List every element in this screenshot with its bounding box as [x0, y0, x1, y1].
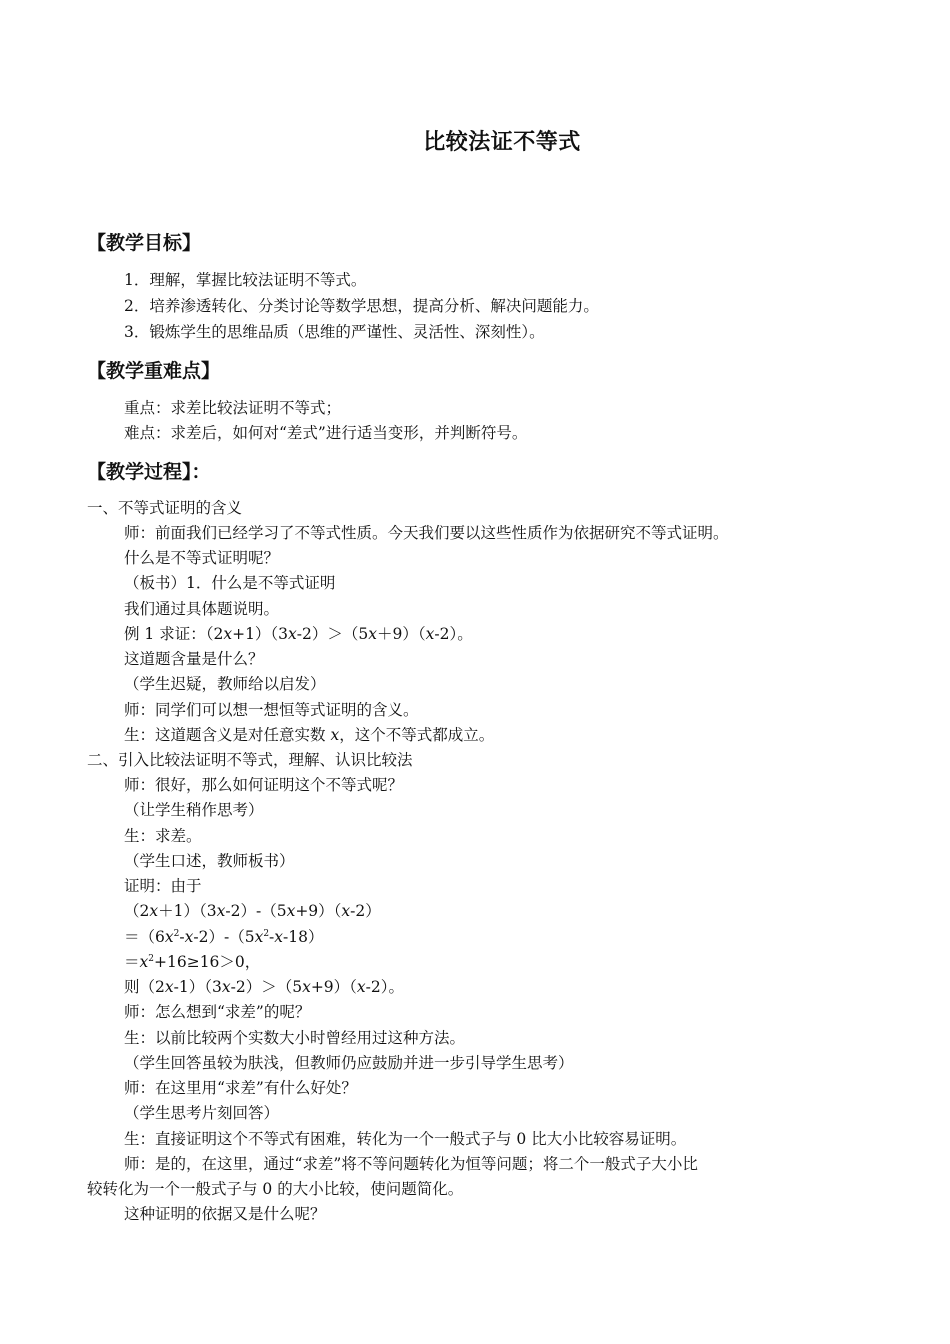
section-heading: 一、不等式证明的含义 [87, 499, 243, 517]
paragraph: 师：同学们可以想一想恒等式证明的含义。 [124, 701, 419, 719]
paragraph: （学生迟疑，教师给以启发） [124, 675, 326, 693]
math-line: $=x^2+16\ge 16>0$， [124, 953, 261, 971]
heading-keypoints: 【教学重难点】 [87, 360, 221, 382]
heading-process: 【教学过程】： [87, 461, 211, 483]
objective-item: 3．锻炼学生的思维品质（思维的严谨性、灵活性、深刻性）。 [124, 323, 545, 341]
heading-objectives: 【教学目标】 [87, 232, 202, 254]
keypoint-item: 重点：求差比较法证明不等式； [124, 399, 342, 417]
paragraph: （学生思考片刻回答） [124, 1104, 280, 1122]
math-line: （2x＋1）（3x-2）-（5x+9）（x-2） [124, 902, 381, 920]
objective-item: 2．培养渗透转化、分类讨论等数学思想，提高分析、解决问题能力。 [124, 297, 599, 315]
paragraph-continuation: 较转化为一个一般式子与 0 的大小比较，使问题简化。 [87, 1180, 464, 1198]
page-title: 比较法证不等式 [423, 130, 581, 155]
paragraph: 师：前面我们已经学习了不等式性质。今天我们要以这些性质作为依据研究不等式证明。 [124, 524, 729, 542]
paragraph: （学生口述，教师板书） [124, 852, 295, 870]
paragraph: 生：这道题含义是对任意实数 x，这个不等式都成立。 [124, 726, 495, 744]
example-1: 例 1 求证：（2x+1）（3x-2）＞（5x＋9）（x-2）。 [124, 625, 473, 643]
paragraph: （学生回答虽较为肤浅，但教师仍应鼓励并进一步引导学生思考） [124, 1054, 574, 1072]
section-heading: 二、引入比较法证明不等式，理解、认识比较法 [87, 751, 413, 769]
math-line: $=(6x^2-x-2)-(5x^2-x-18)$ [124, 928, 324, 946]
paragraph: 什么是不等式证明呢？ [124, 549, 280, 567]
paragraph: 师：怎么想到“求差”的呢？ [124, 1003, 311, 1021]
keypoint-item: 难点：求差后，如何对“差式”进行适当变形，并判断符号。 [124, 424, 528, 442]
paragraph: 师：在这里用“求差”有什么好处？ [124, 1079, 357, 1097]
math-line: 则（2x-1）（3x-2）＞（5x+9）（x-2）。 [124, 978, 405, 996]
paragraph: 师：是的，在这里，通过“求差”将不等问题转化为恒等问题；将二个一般式子大小比 [124, 1155, 698, 1173]
paragraph: 这道题含量是什么？ [124, 650, 264, 668]
objective-item: 1．理解，掌握比较法证明不等式。 [124, 271, 367, 289]
paragraph: 师：很好，那么如何证明这个不等式呢？ [124, 776, 404, 794]
paragraph: 生：以前比较两个实数大小时曾经用过这种方法。 [124, 1029, 466, 1047]
paragraph: （板书）1．什么是不等式证明 [124, 574, 336, 592]
paragraph: 生：求差。 [124, 827, 202, 845]
paragraph: （让学生稍作思考） [124, 801, 264, 819]
paragraph: 生：直接证明这个不等式有困难，转化为一个一般式子与 0 比大小比较容易证明。 [124, 1130, 687, 1148]
paragraph: 我们通过具体题说明。 [124, 600, 280, 618]
paragraph: 这种证明的依据又是什么呢？ [124, 1205, 326, 1223]
paragraph: 证明：由于 [124, 877, 202, 895]
